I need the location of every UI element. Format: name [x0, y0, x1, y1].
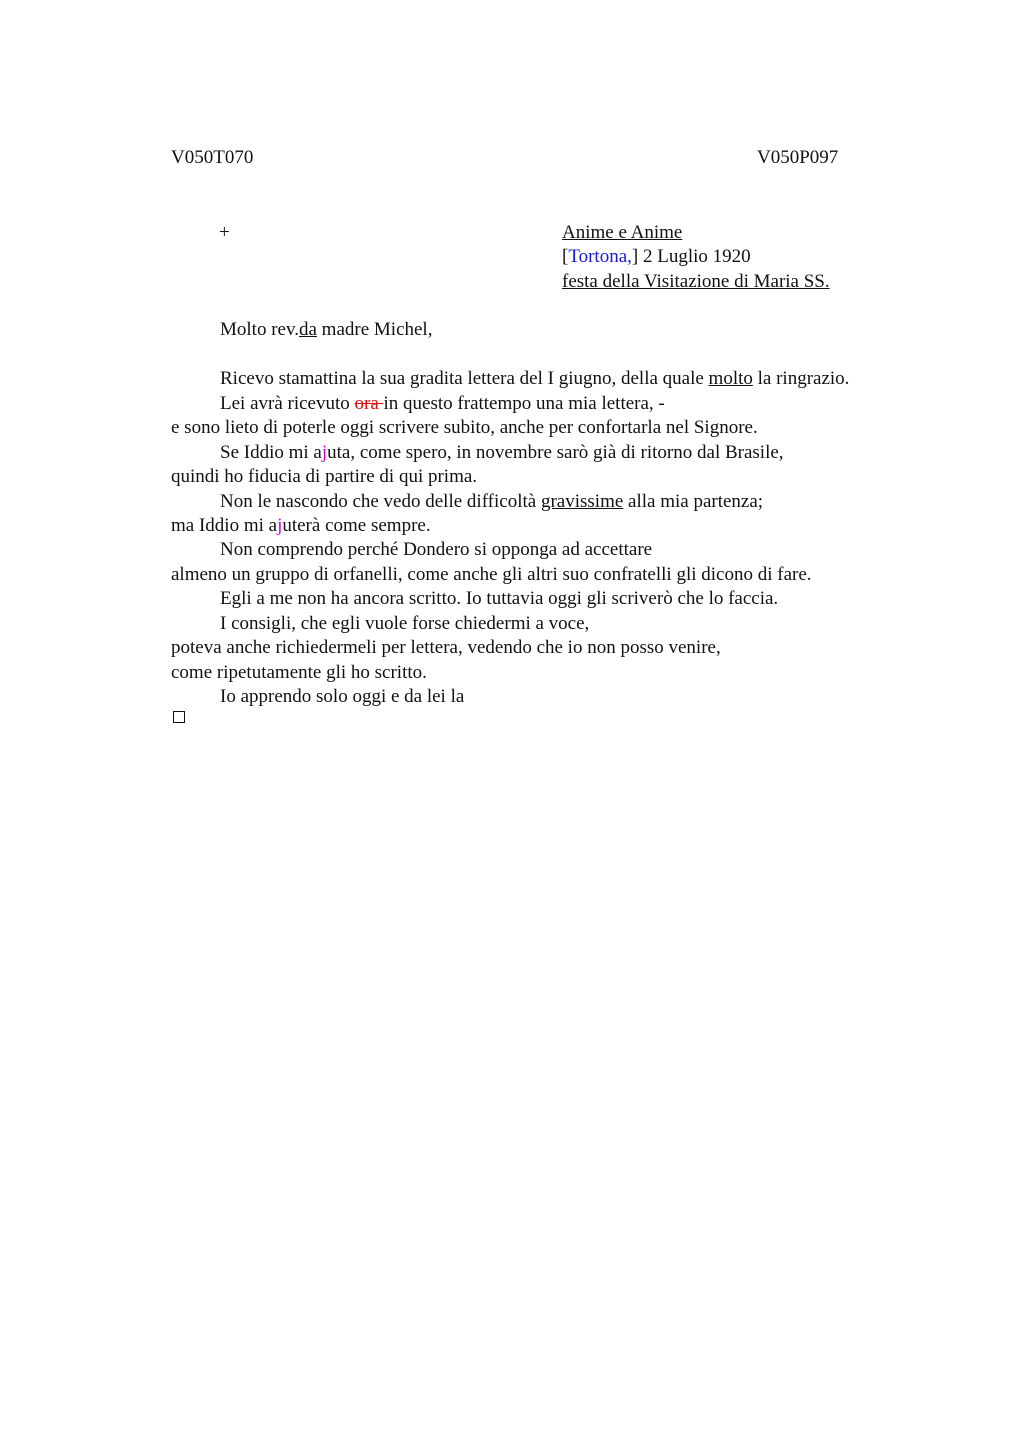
- letter-title: Anime e Anime: [562, 222, 683, 243]
- feast-line: festa della Visitazione di Maria SS.: [562, 271, 830, 292]
- line-text: Lei avrà ricevuto: [220, 393, 355, 414]
- underlined-word: gravissime: [540, 491, 624, 512]
- place-bracket-close: ]: [631, 246, 639, 267]
- line-text: alla mia partenza;: [623, 491, 764, 512]
- body-line-7: [171, 514, 431, 538]
- struck-word: ora: [354, 393, 384, 414]
- body-line-14: Io apprendo solo oggi e da lei la: [220, 686, 465, 707]
- line-text: Se Iddio mi a: [220, 442, 322, 463]
- body-line-5: quindi ho fiducia di partire di qui prima.: [171, 466, 478, 487]
- corrected-letter: j: [321, 442, 328, 463]
- body-line-13: come ripetutamente gli ho scritto.: [171, 662, 427, 683]
- document-code-right: V050P097: [757, 147, 839, 168]
- square-box-icon: [173, 711, 185, 723]
- body-line-10: Egli a me non ha ancora scritto. Io tuttavia oggi gli scriverò che lo faccia.: [220, 588, 779, 609]
- body-line-1: [220, 367, 849, 391]
- body-line-3: e sono lieto di poterle oggi scrivere subito, anche per confortarla nel Signore.: [171, 417, 758, 438]
- dateline: [562, 245, 751, 269]
- place-name: Tortona,: [568, 246, 632, 267]
- body-line-6: [220, 490, 763, 514]
- salutation-post: madre Michel,: [316, 319, 433, 340]
- line-text: uterà come sempre.: [282, 515, 431, 536]
- document-code-left: V050T070: [171, 147, 254, 168]
- body-line-9: almeno un gruppo di orfanelli, come anche gli altri suo confratelli gli dicono di fare.: [171, 564, 812, 585]
- body-line-11: I consigli, che egli vuole forse chiedermi a voce,: [220, 613, 590, 634]
- salutation-pre: Molto rev.: [220, 319, 299, 340]
- salutation: [220, 318, 432, 342]
- line-text: in questo frattempo una mia lettera, -: [383, 393, 665, 414]
- line-text: uta, come spero, in novembre sarò già di ritorno dal Brasile,: [327, 442, 784, 463]
- line-text: ma Iddio mi a: [171, 515, 278, 536]
- cross-mark: +: [219, 222, 230, 243]
- body-line-12: poteva anche richiedermeli per lettera, vedendo che io non posso venire,: [171, 637, 721, 658]
- salutation-abbr: da: [298, 319, 317, 340]
- line-text: la ringrazio.: [752, 368, 850, 389]
- line-text: Non le nascondo che vedo delle difficoltà: [220, 491, 541, 512]
- letter-date: 2 Luglio 1920: [638, 246, 751, 267]
- line-text: Ricevo stamattina la sua gradita lettera del I giugno, della quale: [220, 368, 709, 389]
- place-bracket-open: [: [562, 246, 569, 267]
- body-line-4: [220, 441, 784, 465]
- body-line-8: Non comprendo perché Dondero si opponga ad accettare: [220, 539, 653, 560]
- underlined-word: molto: [708, 368, 753, 389]
- body-line-2: [220, 392, 665, 416]
- corrected-letter: j: [277, 515, 283, 536]
